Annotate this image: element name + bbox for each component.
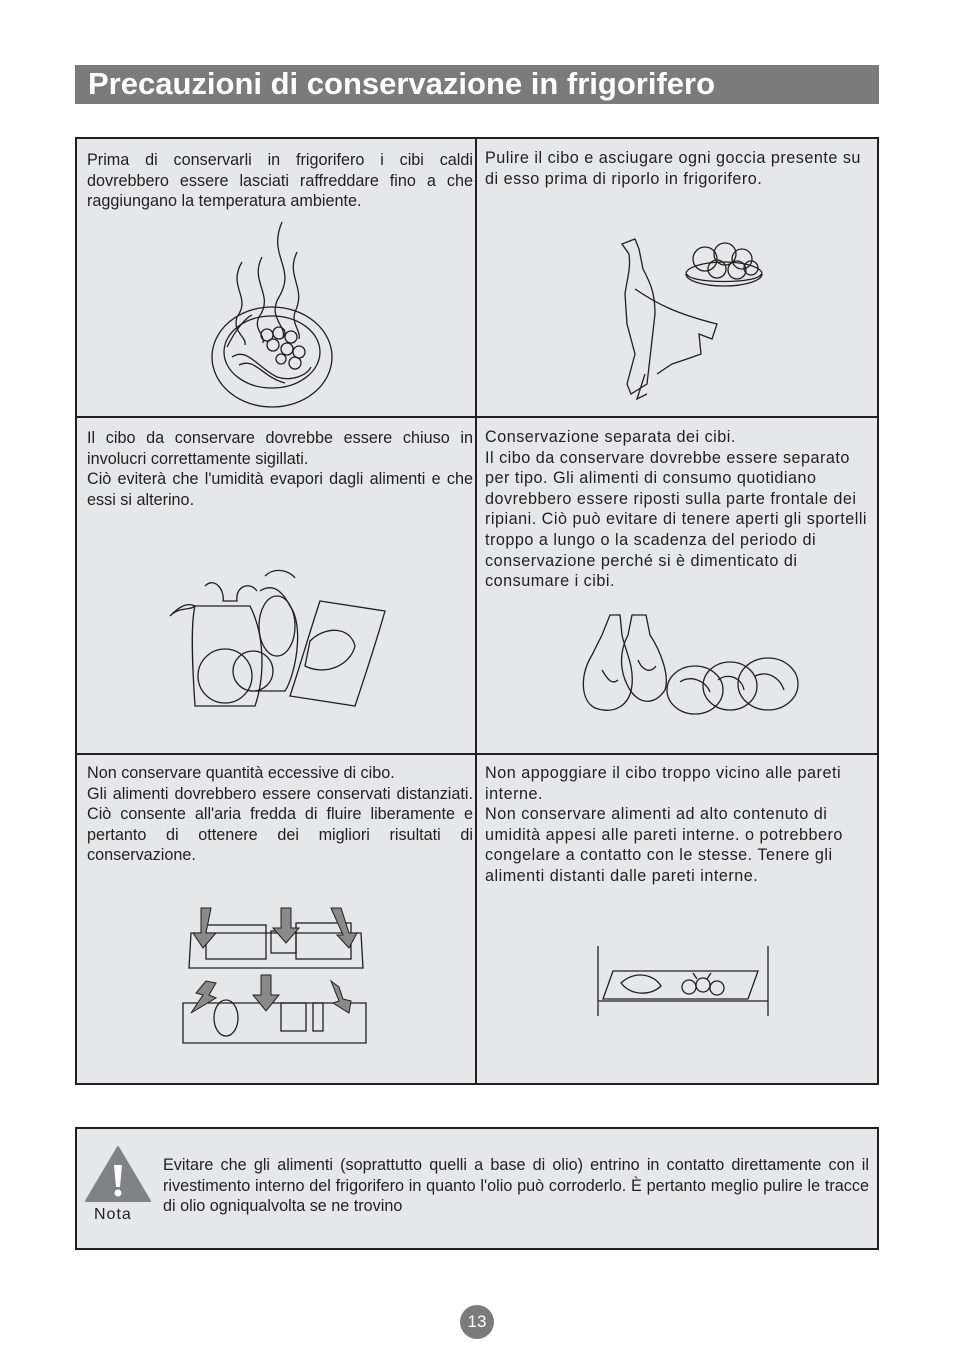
- bottle-and-food-bowl-illustration: [617, 234, 767, 404]
- title-bar: [75, 65, 879, 104]
- tip-cell-cool-food: [77, 139, 475, 416]
- tip-text: Non appoggiare il cibo troppo vicino alle pareti interne. Non conservare alimenti ad alto contenuto di umidità appesi alle pareti interne. o potrebbero congelare a contatto con le stesse. Tenere gli alimenti distanti dalle pareti interne.: [485, 764, 843, 885]
- note-label: Nota: [94, 1206, 132, 1223]
- tip-text: Pulire il cibo e asciugare ogni goccia presente su di esso prima di riporlo in frigorifero.: [485, 149, 861, 188]
- tip-text: Prima di conservarli in frigorifero i cibi caldi dovrebbero essere lasciati raffreddare fino a che raggiungano la temperatura ambiente.: [87, 151, 473, 211]
- hot-food-plate-illustration: [207, 217, 347, 413]
- tip-cell-dont-overload: [77, 755, 475, 1083]
- tip-text: Il cibo da conservare dovrebbe essere chiuso in involucri correttamente sigillati. Ciò eviterà che l'umidità evapori dagli alimenti e che essi si alterino.: [87, 429, 473, 509]
- page-title: Precauzioni di conservazione in frigorifero: [88, 66, 716, 101]
- shelves-with-airflow-arrows-illustration: [181, 903, 371, 1048]
- tip-cell-away-from-walls: [477, 755, 877, 1083]
- tip-text: Conservazione separata dei cibi. Il cibo da conservare dovrebbe essere separato per tipo. Gli alimenti di consumo quotidiano dovrebbero essere riposti sulla parte frontale dei ripiani. Ciò può evitare di tenere aperti gli sportelli troppo a lungo o la scadenza del periodo di conservazione perché si è dimenticato di consumare i cibi.: [485, 428, 868, 591]
- meat-drumsticks-and-steaks-illustration: [580, 610, 805, 715]
- note-text: Evitare che gli alimenti (soprattutto quelli a base di olio) entrino in contatto direttamente con il rivestimento interno del frigorifero in quanto l'olio può corroderlo. È pertanto meglio pulire le tracce di olio ogniqualvolta se ne trovino: [163, 1156, 869, 1216]
- shelf-with-fruit-illustration: [593, 941, 773, 1027]
- warning-triangle-icon: [83, 1143, 153, 1205]
- tip-text: Non conservare quantità eccessive di cibo. Gli alimenti dovrebbero essere conservati distanziati. Ciò consente all'aria fredda di fluire liberamente e pertanto di ottenere dei migliori risultati di conservazione.: [87, 764, 473, 865]
- tip-cell-separate-food: [477, 418, 877, 753]
- tip-cell-dry-food: [477, 139, 877, 416]
- note-box: [75, 1127, 879, 1250]
- tip-cell-seal-food: [77, 418, 475, 753]
- tips-grid: [75, 137, 879, 1085]
- page-number-badge: 13: [460, 1305, 494, 1339]
- wrapped-food-bags-illustration: [165, 566, 390, 711]
